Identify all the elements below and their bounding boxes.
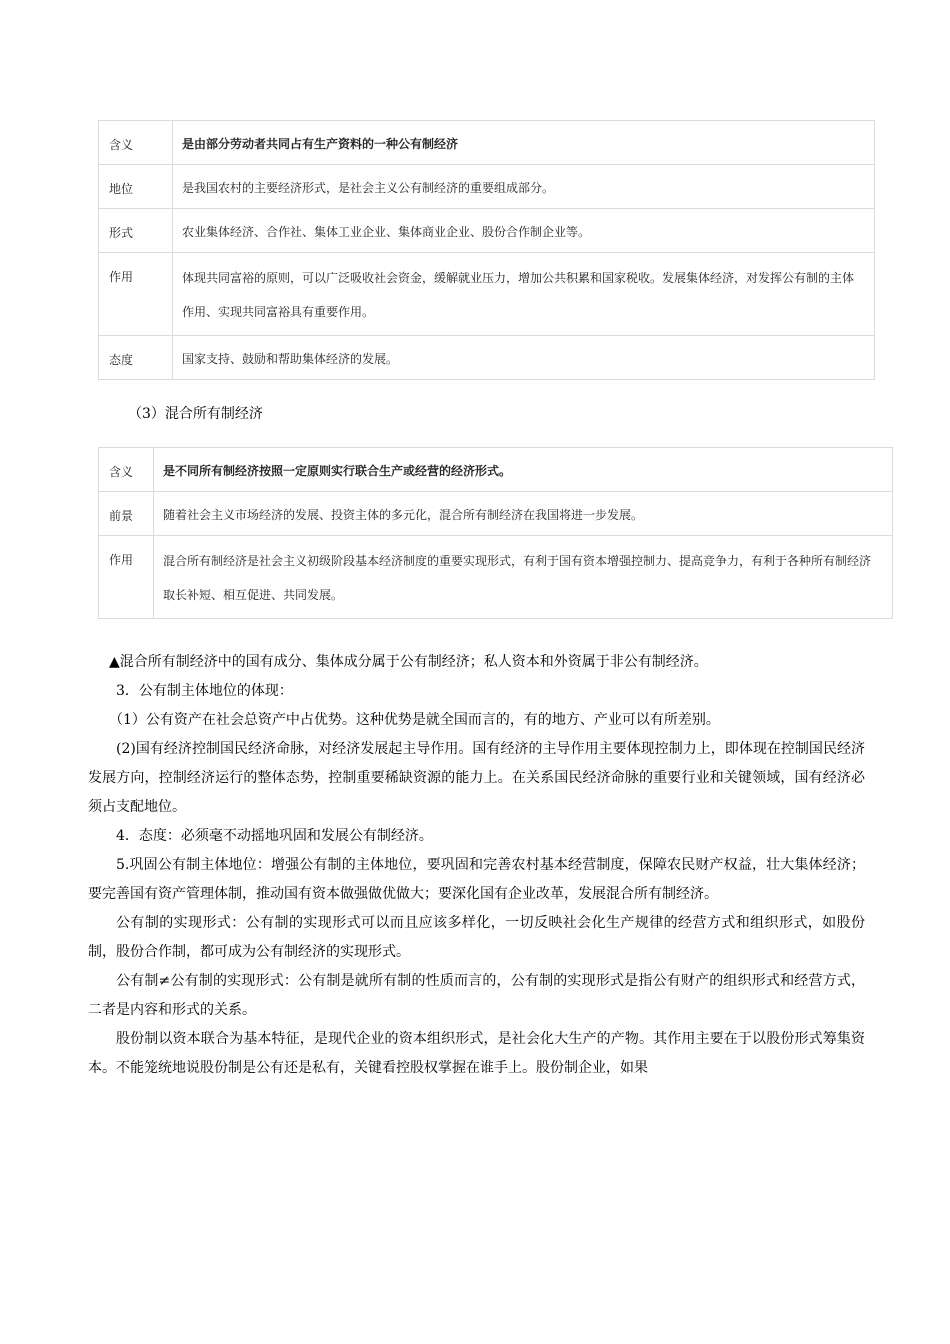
table-row <box>99 492 893 536</box>
table-row <box>99 165 875 209</box>
body-text <box>88 648 865 1083</box>
paragraph: 公有制≠公有制的实现形式：公有制是就所有制的性质而言的，公有制的实现形式是指公有财产的组织形式和经营方式，二者是内容和形式的关系。 <box>88 973 865 1018</box>
row-label: 态度 <box>99 336 173 380</box>
row-label: 作用 <box>99 253 173 336</box>
table-row <box>99 209 875 253</box>
paragraph: 3．公有制主体地位的体现： <box>116 683 293 699</box>
row-text: 体现共同富裕的原则，可以广泛吸收社会资金，缓解就业压力，增加公共积累和国家税收。发展集体经济，对发挥公有制的主体作用、实现共同富裕具有重要作用。 <box>173 253 875 336</box>
row-text: 是由部分劳动者共同占有生产资料的一种公有制经济 <box>173 121 875 165</box>
mixed-ownership-table <box>98 447 893 619</box>
row-label: 含义 <box>99 121 173 165</box>
row-text: 随着社会主义市场经济的发展、投资主体的多元化，混合所有制经济在我国将进一步发展。 <box>154 492 893 536</box>
paragraph: 4．态度：必须毫不动摇地巩固和发展公有制经济。 <box>116 828 433 844</box>
row-label: 作用 <box>99 536 154 619</box>
row-text: 农业集体经济、合作社、集体工业企业、集体商业企业、股份合作制企业等。 <box>173 209 875 253</box>
paragraph: 5.巩固公有制主体地位：增强公有制的主体地位，要巩固和完善农村基本经营制度，保障农民财产权益，壮大集体经济；要完善国有资产管理体制，推动国有资本做强做优做大；要深化国有企业改革，发展混合所有制经济。 <box>88 857 865 902</box>
paragraph: 公有制的实现形式：公有制的实现形式可以而且应该多样化，一切反映社会化生产规律的经营方式和组织形式，如股份制，股份合作制，都可成为公有制经济的实现形式。 <box>88 915 865 960</box>
row-label: 含义 <box>99 448 154 492</box>
row-text: 混合所有制经济是社会主义初级阶段基本经济制度的重要实现形式，有利于国有资本增强控制力、提高竞争力，有利于各种所有制经济取长补短、相互促进、共同发展。 <box>154 536 893 619</box>
paragraph: （1）公有资产在社会总资产中占优势。这种优势是就全国而言的，有的地方、产业可以有所差别。 <box>109 712 720 728</box>
paragraph: ▲混合所有制经济中的国有成分、集体成分属于公有制经济；私人资本和外资属于非公有制经济。 <box>109 654 708 670</box>
paragraph: 股份制以资本联合为基本特征，是现代企业的资本组织形式，是社会化大生产的产物。其作用主要在于以股份形式筹集资本。不能笼统地说股份制是公有还是私有，关键看控股权掌握在谁手上。股份制企业，如果 <box>88 1031 865 1076</box>
row-text: 是不同所有制经济按照一定原则实行联合生产或经营的经济形式。 <box>154 448 893 492</box>
table-row <box>99 253 875 336</box>
collective-economy-table <box>98 120 875 380</box>
table-row <box>99 536 893 619</box>
paragraph: (2)国有经济控制国民经济命脉，对经济发展起主导作用。国有经济的主导作用主要体现控制力上，即体现在控制国民经济发展方向，控制经济运行的整体态势，控制重要稀缺资源的能力上。在关系国民经济命脉的重要行业和关键领域，国有经济必须占支配地位。 <box>88 741 865 815</box>
row-label: 形式 <box>99 209 173 253</box>
row-text: 国家支持、鼓励和帮助集体经济的发展。 <box>173 336 875 380</box>
table-row <box>99 121 875 165</box>
table-row <box>99 336 875 380</box>
section-subheading: （3）混合所有制经济 <box>128 406 263 422</box>
row-text: 是我国农村的主要经济形式，是社会主义公有制经济的重要组成部分。 <box>173 165 875 209</box>
table-row <box>99 448 893 492</box>
row-label: 地位 <box>99 165 173 209</box>
row-label: 前景 <box>99 492 154 536</box>
